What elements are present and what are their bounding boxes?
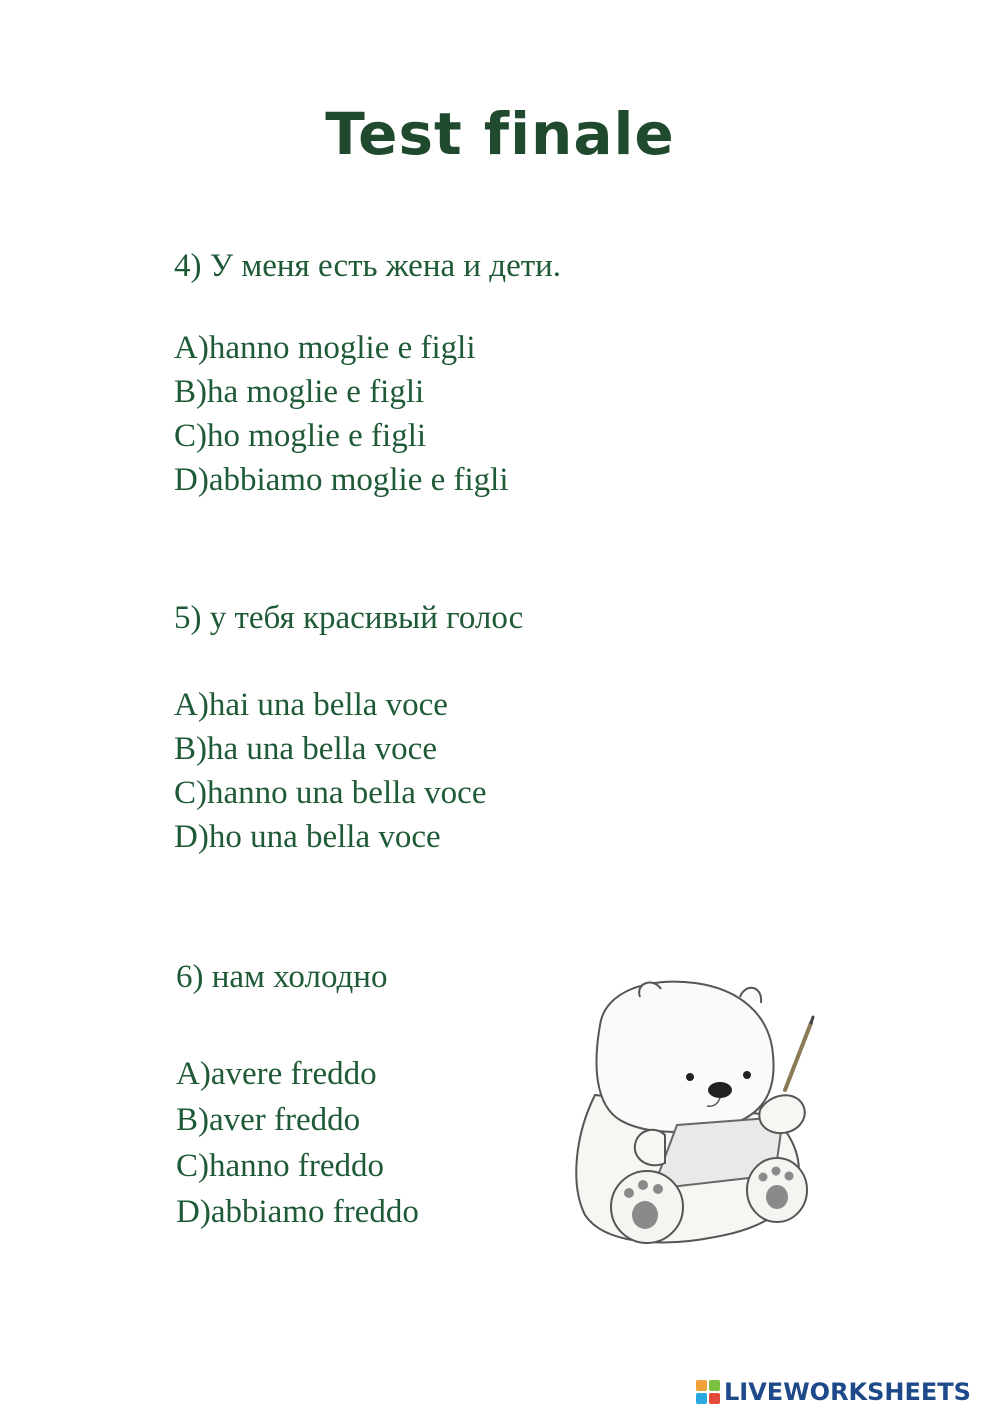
answer-option-c[interactable]: C)ho moglie e figli <box>174 418 427 454</box>
answer-option-b[interactable]: B)ha una bella voce <box>174 731 437 767</box>
answer-options <box>176 1051 419 1235</box>
answer-option-d[interactable]: D)abbiamo freddo <box>176 1194 419 1230</box>
question-6 <box>176 957 419 1235</box>
answer-options <box>174 683 523 859</box>
logo-text: LIVEWORKSHEETS <box>724 1378 971 1406</box>
polar-bear-illustration <box>555 975 825 1250</box>
question-4 <box>174 246 561 502</box>
question-prompt: 4) У меня есть жена и дети. <box>174 248 562 284</box>
liveworksheets-logo <box>696 1377 971 1407</box>
answer-option-d[interactable]: D)abbiamo moglie e figli <box>174 462 509 498</box>
answer-option-b[interactable]: B)ha moglie e figli <box>174 374 425 410</box>
page-title: Test finale <box>325 100 675 168</box>
answer-option-d[interactable]: D)ho una bella voce <box>174 819 441 855</box>
answer-option-a[interactable]: A)hanno moglie e figli <box>174 330 476 366</box>
question-prompt: 6) нам холодно <box>176 959 388 995</box>
question-5 <box>174 598 523 859</box>
logo-squares-icon <box>696 1380 720 1404</box>
answer-options <box>174 326 561 502</box>
answer-option-a[interactable]: A)hai una bella voce <box>174 687 448 723</box>
answer-option-a[interactable]: A)avere freddo <box>176 1056 377 1092</box>
answer-option-c[interactable]: C)hanno freddo <box>176 1148 385 1184</box>
answer-option-c[interactable]: C)hanno una bella voce <box>174 775 487 811</box>
question-prompt: 5) у тебя красивый голос <box>174 600 524 636</box>
answer-option-b[interactable]: B)aver freddo <box>176 1102 361 1138</box>
